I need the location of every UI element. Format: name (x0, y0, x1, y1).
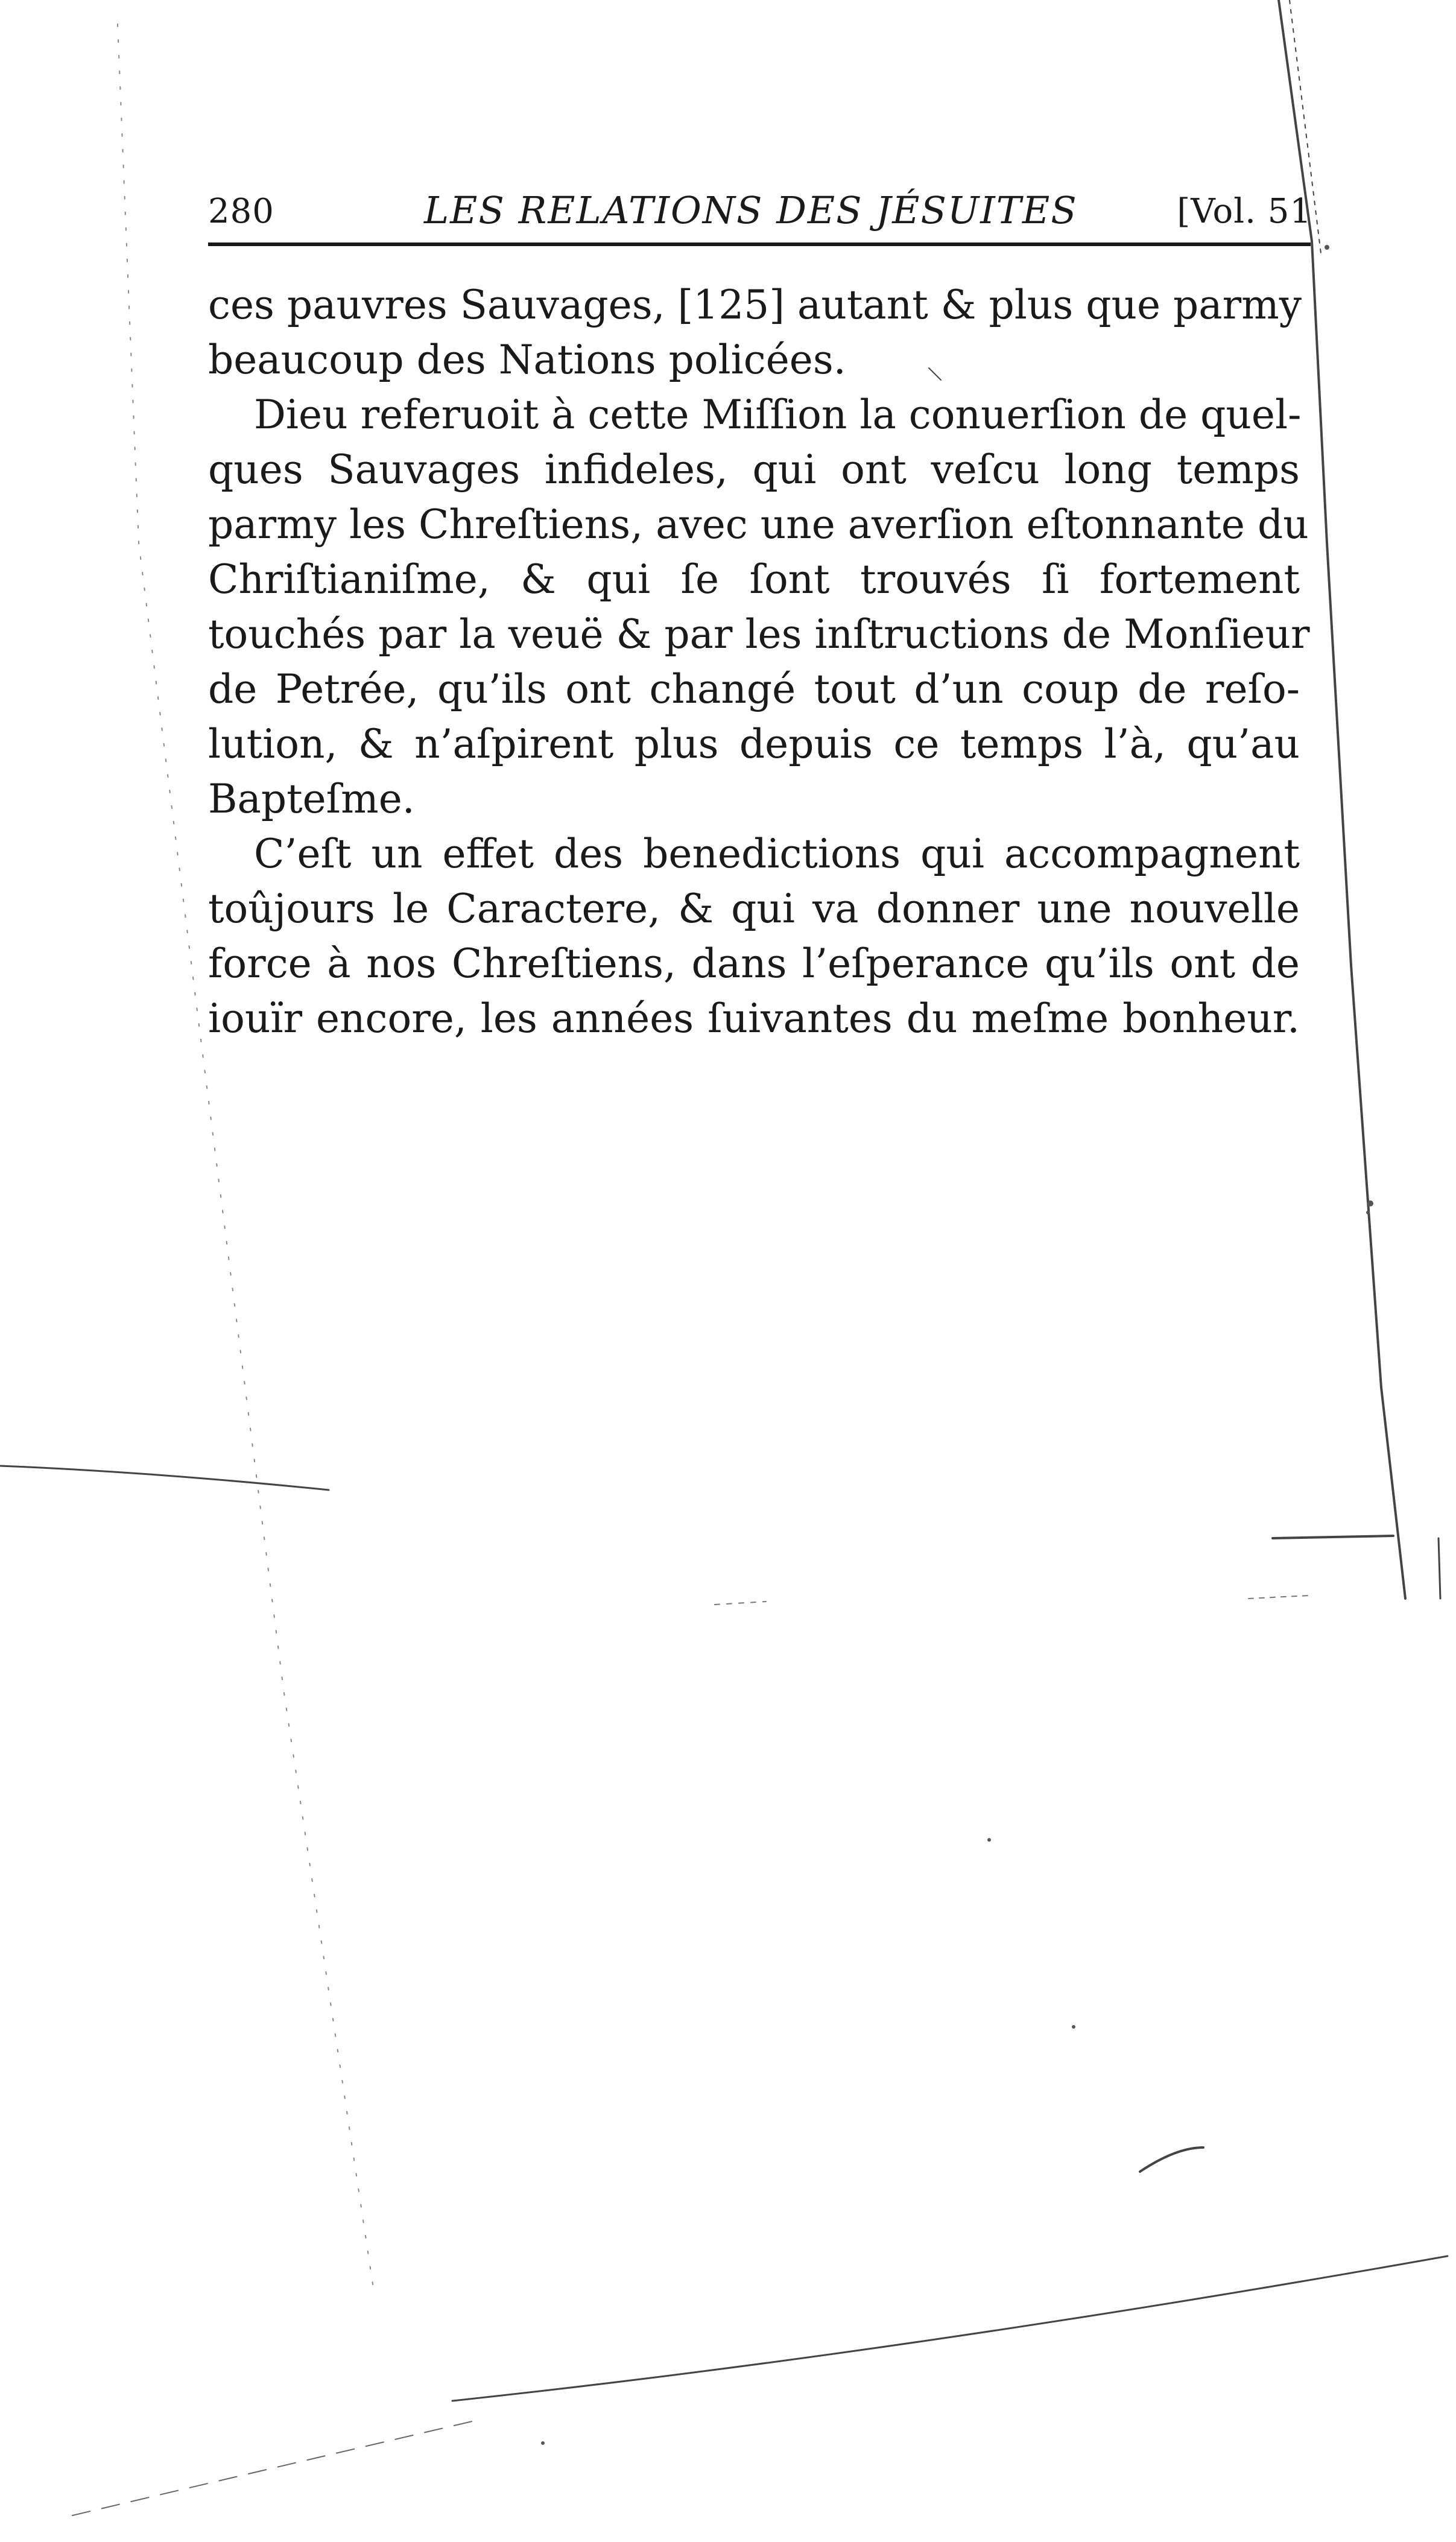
text-line: lution, & n’aſpirent plus depuis ce temps l’à, qu’au (208, 721, 1300, 767)
text-line: touchés par la veuë & par les inſtructions de Monſieur (208, 611, 1310, 658)
body-text (208, 277, 1310, 1046)
volume-label: [Vol. 51 (1177, 192, 1312, 231)
paragraph (208, 277, 1300, 387)
header-rule (208, 242, 1311, 246)
paragraph (208, 826, 1300, 1046)
text-line: C’eſt un effet des benedictions qui accompagnent (254, 831, 1300, 877)
text-line: Chriſtianiſme, & qui ſe ſont trouvés ſi fortement (208, 556, 1300, 603)
text-line: ces pauvres Sauvages, [125] autant & plus que parmy (208, 282, 1302, 328)
page-number: 280 (208, 192, 274, 231)
text-line: parmy les Chreſtiens, avec une averſion eſtonnante du (208, 501, 1309, 548)
running-header (208, 181, 1312, 235)
text-line: iouïr encore, les années ſuivantes du meſme bonheur. (208, 995, 1300, 1042)
text-line: ques Sauvages infideles, qui ont veſcu long temps (208, 446, 1300, 493)
text-line: de Petrée, qu’ils ont changé tout d’un coup de reſo- (208, 666, 1300, 712)
running-title: LES RELATIONS DES JÉSUITES (424, 188, 1078, 232)
text-line: force à nos Chreſtiens, dans l’eſperance qu’ils ont de (208, 940, 1300, 987)
text-line: Bapteſme. (208, 776, 415, 822)
text-line: beaucoup des Nations policées. (208, 337, 846, 383)
paragraph (208, 387, 1310, 826)
text-line: toûjours le Caractere, & qui va donner une nouvelle (208, 886, 1300, 932)
text-line: Dieu referuoit à cette Miſſion la conuerſion de quel- (254, 391, 1302, 438)
